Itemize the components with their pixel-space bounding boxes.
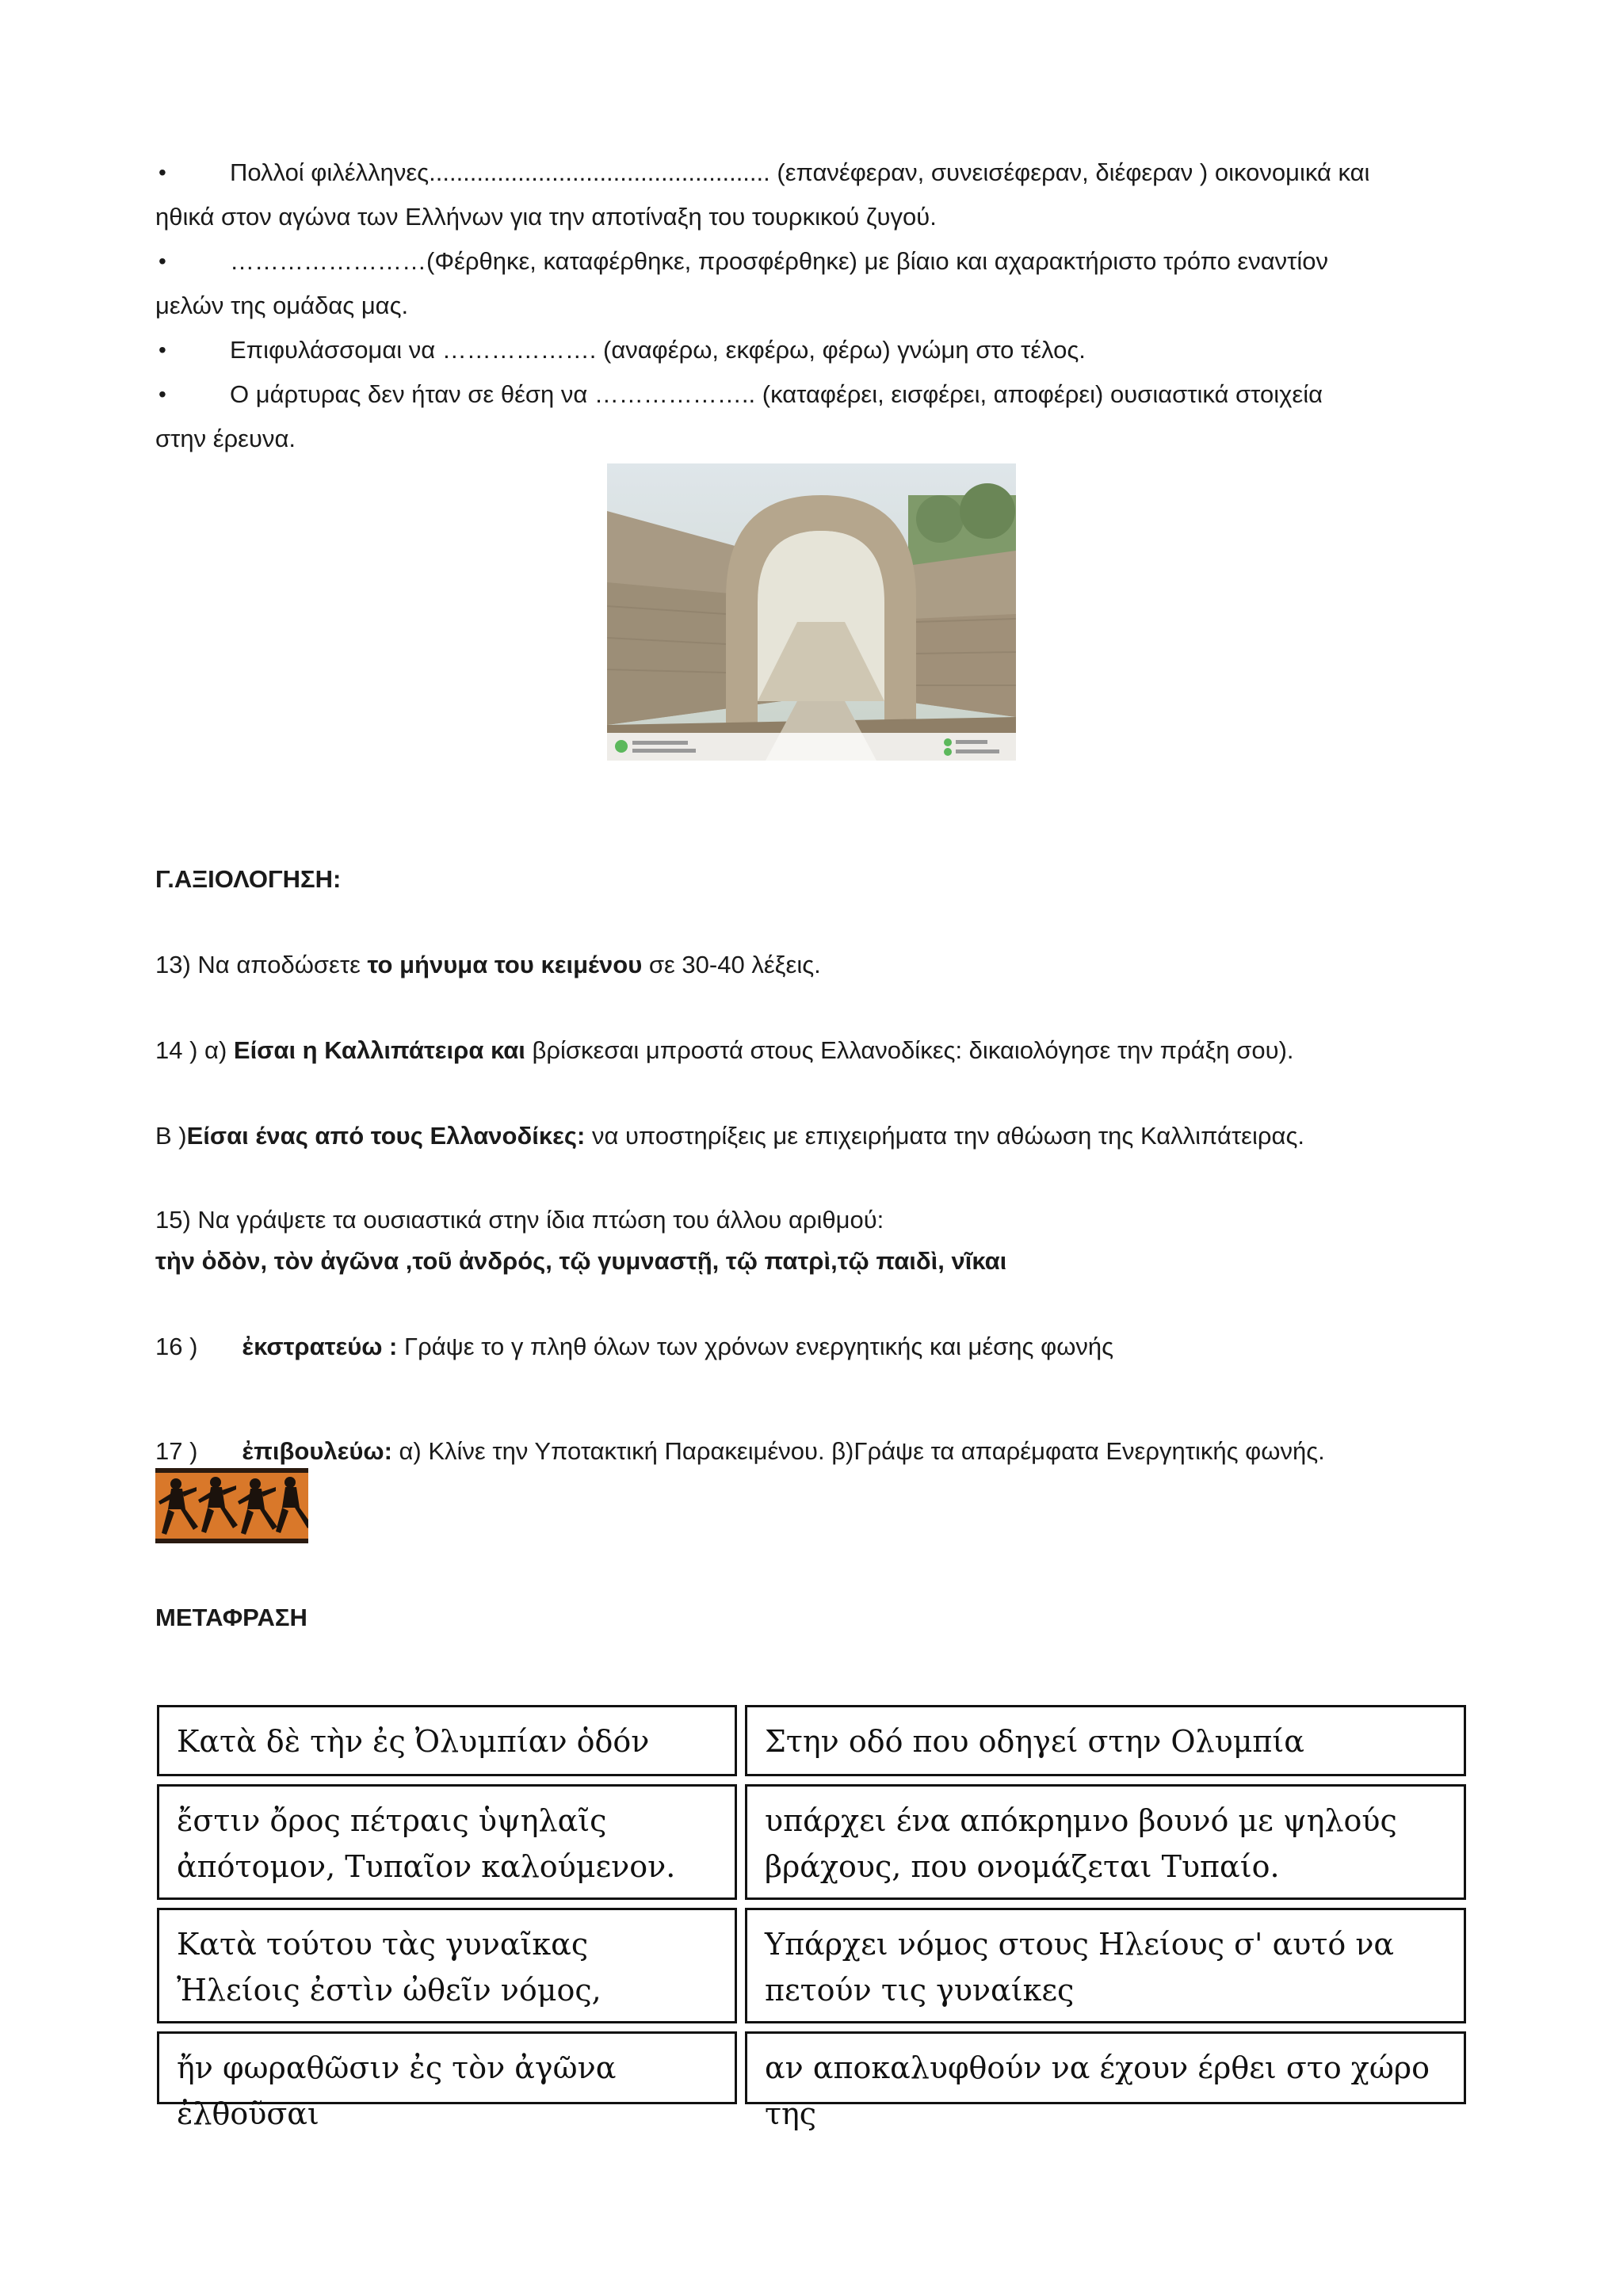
translation-heading: ΜΕΤΑΦΡΑΣΗ (155, 1604, 307, 1631)
question-16-number: 16 ) (155, 1333, 198, 1360)
bullet-item-1-continuation: ηθικά στον αγώνα των Ελλήνων για την αποτίναξη του τουρκικού ζυγού. (155, 203, 937, 231)
ancient-text-cell: Κατὰ δὲ τὴν ἐς Ὀλυμπίαν ὁδόν (157, 1705, 737, 1776)
ancient-text-cell: ἔστιν ὄρος πέτραις ὑψηλαῖς ἀπότομον, Τυπαῖον καλούμενον. (157, 1784, 737, 1900)
question-14b-bold: Είσαι ένας από τους Ελλανοδίκες: (186, 1122, 586, 1150)
ancient-text-cell: ἤν φωραθῶσιν ἐς τὸν ἀγῶνα ἐλθοῦσαι (157, 2031, 737, 2104)
question-14a-bold: Είσαι η Καλλιπάτειρα και (233, 1036, 525, 1064)
question-16-bold: ἐκστρατεύω : (242, 1333, 398, 1360)
bullet-item-3: • Επιφυλάσσομαι να ………………. (αναφέρω, εκφέρω, φέρω) γνώμη στο τέλος. (155, 328, 1487, 372)
modern-text-cell: υπάρχει ένα απόκρημνο βουνό με ψηλούς βράχους, που ονομάζεται Τυπαίο. (745, 1784, 1466, 1900)
question-14b-text: Β ) (155, 1122, 187, 1150)
question-13 (155, 951, 821, 979)
question-14a-tail: βρίσκεσαι μπροστά στους Ελλανοδίκες: δικαιολόγησε την πράξη σου). (525, 1036, 1294, 1064)
question-17-number: 17 ) (155, 1437, 198, 1465)
evaluation-heading: Γ.ΑΞΙΟΛΟΓΗΣΗ: (155, 865, 342, 893)
bullet-item-4-continuation: στην έρευνα. (155, 425, 296, 452)
stone-arch-photo (607, 463, 1016, 761)
bullet-item-2: • ……………………(Φέρθηκε, καταφέρθηκε, προσφέρθηκε) με βίαιο και αχαρακτήριστο τρόπο εναντίον (155, 239, 1487, 284)
question-14b (155, 1122, 1304, 1150)
question-17 (155, 1437, 1325, 1466)
question-15: 15) Να γράψετε τα ουσιαστικά στην ίδια πτώση του άλλου αριθμού: (155, 1206, 884, 1234)
question-16-tail: Γράψε το γ πληθ όλων των χρόνων ενεργητικής και μέσης φωνής (397, 1333, 1114, 1360)
bullet-item-2-continuation: μελών της ομάδας μας. (155, 292, 409, 319)
bullet-item-4: • Ο μάρτυρας δεν ήταν σε θέση να ……………….. (καταφέρει, εισφέρει, αποφέρει) ουσιαστικά στοιχεία (155, 372, 1487, 417)
question-17-bold: ἐπιβουλεύω: (242, 1437, 392, 1465)
question-16 (155, 1333, 1113, 1361)
question-14a (155, 1036, 1294, 1065)
question-13-bold: το μήνυμα του κειμένου (367, 951, 643, 978)
bullet-item-1: • Πολλοί φιλέλληνες.................................................. (επανέφεραν, συνεισέφεραν, διέφεραν ) οικονομικά και (155, 151, 1487, 195)
question-17-tail: α) Κλίνε την Υποτακτική Παρακειμένου. β)Γράψε τα απαρέμφατα Ενεργητικής φωνής. (391, 1437, 1325, 1465)
exercise-bullet-list (155, 151, 1487, 461)
question-13-tail: σε 30-40 λέξεις. (642, 951, 821, 978)
modern-text-cell: Στην οδό που οδηγεί στην Ολυμπία (745, 1705, 1466, 1776)
question-15-words: τὴν ὁδὸν, τὸν ἀγῶνα ,τοῦ ἀνδρός, τῷ γυμναστῇ, τῷ πατρὶ,τῷ παιδὶ, νῖκαι (155, 1247, 1007, 1275)
ancient-text-cell: Κατὰ τούτου τὰς γυναῖκας Ἠλείοις ἐστὶν ὠθεῖν νόμος, (157, 1908, 737, 2023)
runners-pottery-image (155, 1468, 308, 1543)
question-13-text: 13) Να αποδώσετε (155, 951, 368, 978)
modern-text-cell: αν αποκαλυφθούν να έχουν έρθει στο χώρο της (745, 2031, 1466, 2104)
question-14a-text: 14 ) α) (155, 1036, 234, 1064)
modern-text-cell: Υπάρχει νόμος στους Ηλείους σ' αυτό να πετούν τις γυναίκες (745, 1908, 1466, 2023)
question-14b-tail: να υποστηρίξεις με επιχειρήματα την αθώωση της Καλλιπάτειρας. (585, 1122, 1305, 1150)
